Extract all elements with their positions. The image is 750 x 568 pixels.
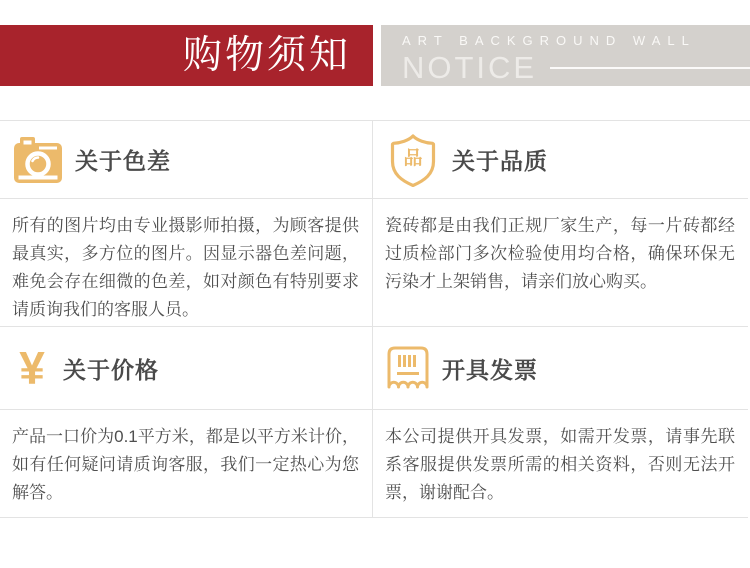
section-price xyxy=(0,327,373,518)
notice-row-1 xyxy=(0,121,750,327)
header-title-en: NOTICE xyxy=(402,50,538,85)
section-title: 关于价格 xyxy=(63,356,159,383)
notice-row-2 xyxy=(0,327,750,518)
header-banner xyxy=(0,25,750,86)
section-body xyxy=(373,199,748,327)
banner-red-block xyxy=(0,25,373,86)
section-text: 产品一口价为0.1平方米，都是以平方米计价，如有任何疑问请质询客服，我们一定热心为您解答。 xyxy=(12,427,359,502)
header-notice-row xyxy=(402,51,750,85)
section-body xyxy=(0,410,372,518)
yuan-symbol: ¥ xyxy=(19,342,45,394)
section-body xyxy=(0,199,372,327)
section-color-difference xyxy=(0,121,373,327)
header-rule-line xyxy=(550,67,750,69)
quality-shield-icon xyxy=(387,133,439,187)
section-invoice xyxy=(373,327,748,518)
section-title: 开具发票 xyxy=(442,356,538,383)
section-text: 本公司提供开具发票，如需开发票，请事先联系客服提供发票所需的相关资料，否则无法开票，谢谢配合。 xyxy=(385,427,735,502)
section-title: 关于品质 xyxy=(452,148,548,174)
section-body xyxy=(373,410,748,518)
header-subtitle-en: ART BACKGROUND WALL xyxy=(402,33,696,48)
section-header xyxy=(373,121,748,199)
page-title: 购物须知 xyxy=(182,34,351,77)
banner-gray-block xyxy=(381,25,750,86)
section-header xyxy=(0,327,372,410)
section-title: 关于色差 xyxy=(75,148,171,174)
invoice-icon xyxy=(387,345,429,391)
section-quality xyxy=(373,121,748,327)
camera-icon xyxy=(14,137,62,183)
section-header xyxy=(373,327,748,410)
section-header xyxy=(0,121,372,199)
notice-grid xyxy=(0,120,750,518)
section-text: 所有的图片均由专业摄影师拍摄，为顾客提供最真实，多方位的图片。因显示器色差问题，难免会存在细微的色差，如对颜色有特别要求请质询我们的客服人员。 xyxy=(12,216,359,319)
banner-divider-gap xyxy=(373,25,381,86)
yuan-icon xyxy=(14,342,50,394)
section-text: 瓷砖都是由我们正规厂家生产，每一片砖都经过质检部门多次检验使用均合格，确保环保无污染才上架销售，请亲们放心购买。 xyxy=(385,216,735,291)
quality-glyph: 品 xyxy=(403,148,423,169)
